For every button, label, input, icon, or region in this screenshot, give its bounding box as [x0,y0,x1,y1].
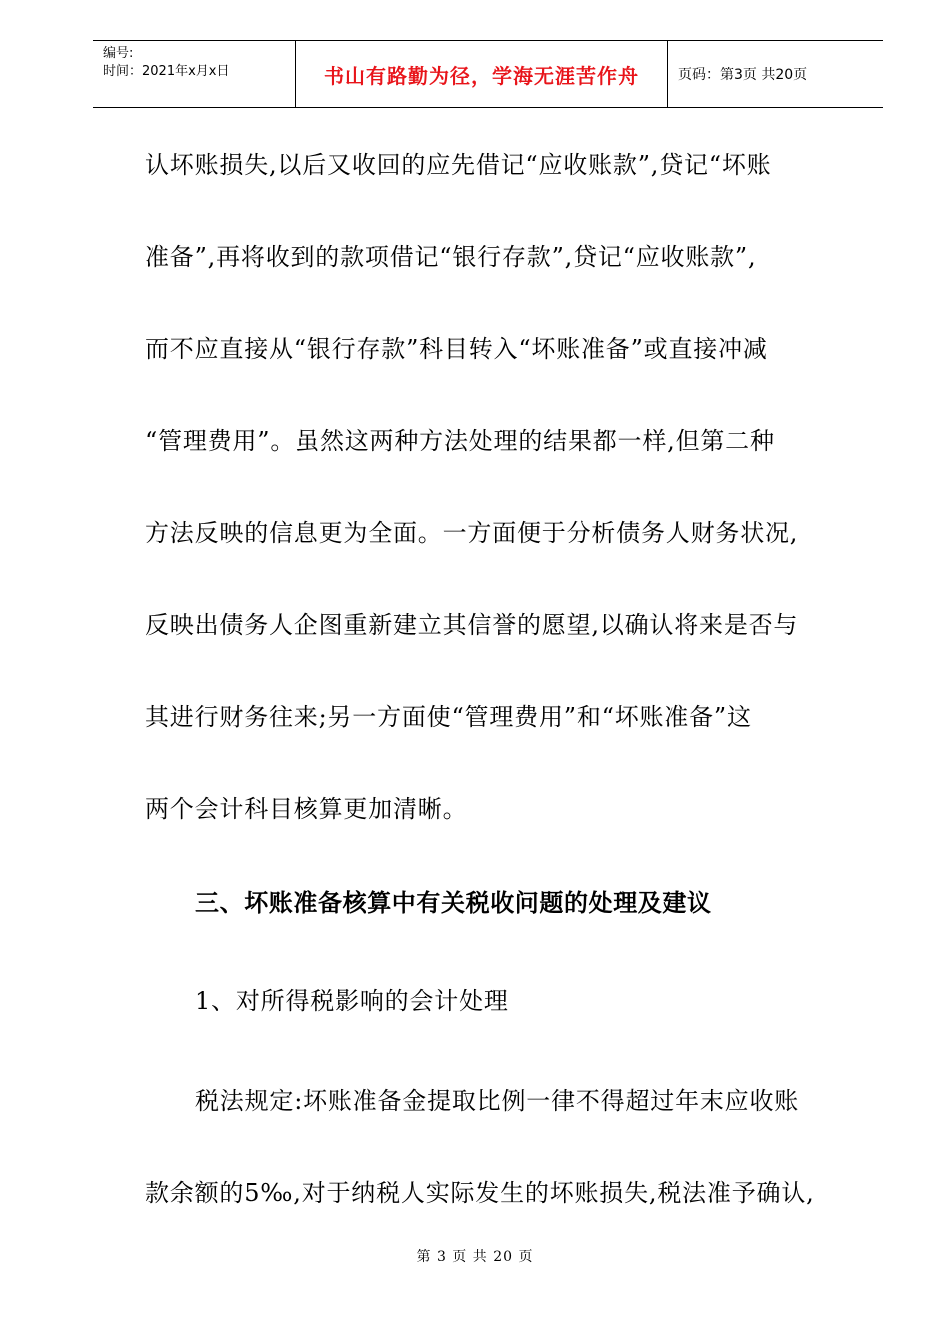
document-number-label: 编号: [103,46,134,61]
body-line: 方法反映的信息更为全面。一方面便于分析债务人财务状况, [145,519,799,547]
header-page-info: 页码：第3页 共20页 [678,67,808,83]
body-line: 反映出债务人企图重新建立其信誉的愿望,以确认将来是否与 [145,611,799,639]
page-footer: 第 3 页 共 20 页 [416,1249,534,1265]
page-header [93,40,883,108]
body-line: 两个会计科目核算更加清晰。 [145,795,468,823]
header-motto: 书山有路勤为径，学海无涯苦作舟 [295,41,668,107]
body-line: 税法规定:坏账准备金提取比例一律不得超过年末应收账 [195,1087,800,1115]
body-line: 款余额的5‰,对于纳税人实际发生的坏账损失,税法准予确认, [145,1179,815,1207]
body-line: 其进行财务往来;另一方面使“管理费用”和“坏账准备”这 [145,703,752,731]
body-line: 准备”,再将收到的款项借记“银行存款”,贷记“应收账款”, [145,243,757,271]
body-line: 而不应直接从“银行存款”科目转入“坏账准备”或直接冲减 [145,335,768,363]
header-meta [93,41,295,107]
section-heading: 三、坏账准备核算中有关税收问题的处理及建议 [195,889,712,917]
body-line: 认坏账损失,以后又收回的应先借记“应收账款”,贷记“坏账 [145,151,772,179]
document-date: 时间：2021年x月x日 [103,64,230,79]
subheading: 1、对所得税影响的会计处理 [195,987,509,1015]
body-line: “管理费用”。虽然这两种方法处理的结果都一样,但第二种 [145,427,775,455]
